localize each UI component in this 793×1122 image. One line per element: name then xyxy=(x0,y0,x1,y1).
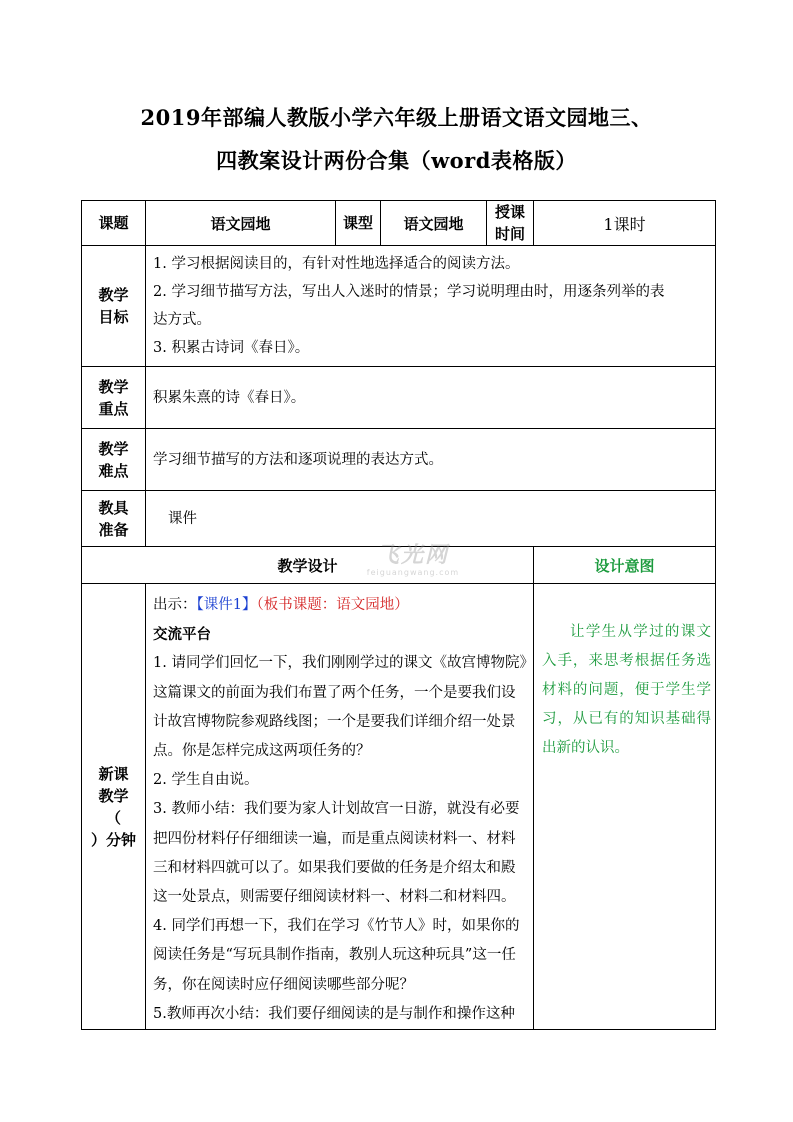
key-points-row xyxy=(82,367,716,429)
objectives-row xyxy=(82,246,716,367)
paragraph-3: 3. 教师小结：我们要为家人计划故宫一日游，就没有必要把四份材料仔仔细细读一遍，而是重点阅读材料一、材料三和材料四就可以了。如果我们要做的任务是介绍太和殿这一处景点，则需要仔细阅读材料一、材料二和材料四。 xyxy=(153,801,520,906)
courseware-tag: 【课件1】 xyxy=(196,597,257,613)
materials-label-line-2: 准备 xyxy=(98,520,129,539)
objective-1: 1. 学习根据阅读目的，有针对性地选择适合的阅读方法。 xyxy=(153,256,520,272)
time-label-line-2: 时间 xyxy=(495,225,526,243)
lesson-label-line-2: 教学 xyxy=(98,786,129,805)
type-value: 语文园地 xyxy=(381,201,487,246)
paragraph-1: 1. 请同学们回忆一下，我们刚刚学过的课文《故宫博物院》这篇课文的前面为我们布置了两个任务，一个是要我们设计故宫博物院参观路线图；一个是要我们详细介绍一处景点。你是怎样完成这两项任务的？ xyxy=(153,655,527,760)
difficulties-row xyxy=(82,429,716,491)
show-prefix: 出示： xyxy=(153,597,197,613)
difficulties-text: 学习细节描写的方法和逐项说理的表达方式。 xyxy=(146,429,716,491)
watermark-logo-text: 飞光网 xyxy=(376,543,449,568)
objective-3: 3. 积累古诗词《春日》。 xyxy=(153,340,310,356)
materials-text: 课件 xyxy=(146,491,716,547)
materials-row xyxy=(82,491,716,547)
difficulties-label-line-1: 教学 xyxy=(98,439,129,458)
difficulties-label-line-2: 难点 xyxy=(98,461,129,480)
key-points-label-line-1: 教学 xyxy=(98,377,129,396)
objectives-label-line-1: 教学 xyxy=(98,286,129,304)
time-label xyxy=(487,201,534,246)
time-value: 1课时 xyxy=(534,201,716,246)
document-title-line-1: 2019年部编人教版小学六年级上册语文语文园地三、 xyxy=(140,105,653,130)
intent-header: 设计意图 xyxy=(534,547,716,584)
difficulties-label xyxy=(82,429,146,491)
key-points-label xyxy=(82,367,146,429)
design-header: 教学设计 xyxy=(82,547,534,584)
topic-value: 语文园地 xyxy=(146,201,336,246)
intent-text: 让学生从学过的课文入手，来思考根据任务选材料的问题，便于学生学习，从已有的知识基础得出新的认识。 xyxy=(542,624,712,756)
courseware-line xyxy=(153,591,527,620)
key-points-label-line-2: 重点 xyxy=(98,399,129,418)
lesson-row xyxy=(82,584,716,1030)
document-title-line-2: 四教案设计两份合集（word表格版） xyxy=(216,148,577,173)
paragraph-4: 4. 同学们再想一下，我们在学习《竹节人》时，如果你的阅读任务是“写玩具制作指南，教别人玩这种玩具”这一任务，你在阅读时应仔细阅读哪些部分呢？ xyxy=(153,918,520,993)
intent-content xyxy=(534,584,716,1030)
lesson-label-line-1: 新课 xyxy=(98,764,129,783)
board-title-note: （板书课题：语文园地） xyxy=(256,597,409,613)
topic-label: 课题 xyxy=(82,201,146,246)
materials-label-line-1: 教具 xyxy=(98,498,129,517)
paragraph-5: 5.教师再次小结：我们要仔细阅读的是与制作和操作这种 xyxy=(153,1005,515,1022)
time-label-line-1: 授课 xyxy=(495,203,526,221)
lesson-label xyxy=(82,584,146,1030)
paragraph-2: 2. 学生自由说。 xyxy=(153,772,259,789)
objectives-label-line-2: 目标 xyxy=(98,308,129,326)
lesson-label-line-4: ）分钟 xyxy=(90,830,136,849)
objective-2-line-2: 达方式。 xyxy=(153,312,211,328)
objectives-content xyxy=(146,246,716,367)
header-row xyxy=(82,201,716,246)
objectives-label xyxy=(82,246,146,367)
objective-2-line-1: 2. 学习细节描写方法，写出人入迷时的情景；学习说明理由时，用逐条列举的表 xyxy=(153,284,665,300)
materials-label xyxy=(82,491,146,547)
lesson-plan-table xyxy=(81,200,716,1030)
watermark-url: feiguangwang.com xyxy=(366,568,460,577)
lesson-label-line-3: （ xyxy=(105,808,121,827)
key-points-text: 积累朱熹的诗《春日》。 xyxy=(146,367,716,429)
type-label: 课型 xyxy=(336,201,381,246)
section-title: 交流平台 xyxy=(153,626,211,644)
site-watermark xyxy=(358,544,468,584)
lesson-content xyxy=(146,584,534,1030)
